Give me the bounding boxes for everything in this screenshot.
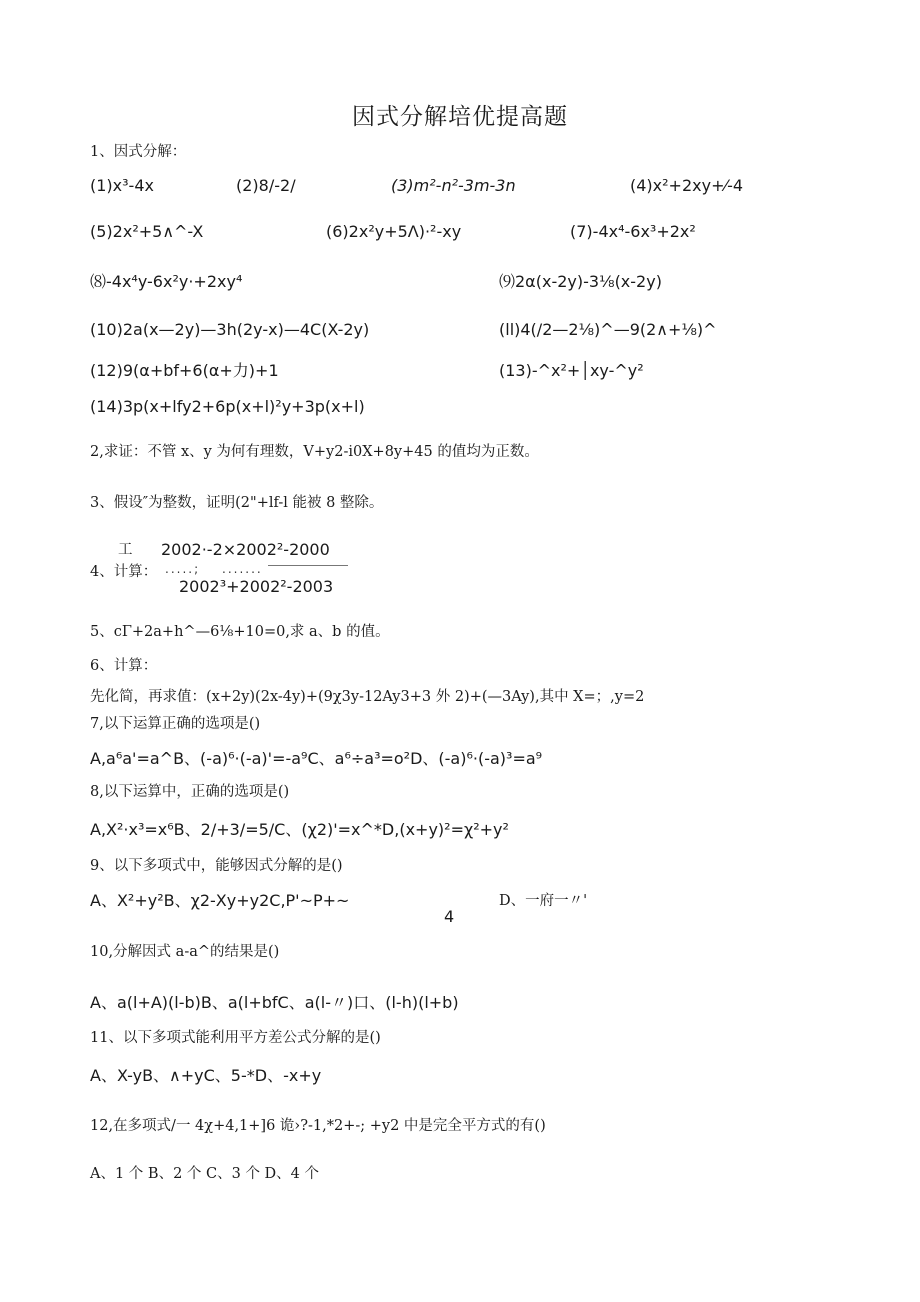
- question-12-options: A、1 个 B、2 个 C、3 个 D、4 个: [90, 1166, 320, 1182]
- question-5: 5、cΓ+2a+h^—6⅛+10=0,求 a、b 的值。: [90, 624, 390, 640]
- q1-part-12: (12)9(α+bf+6(α+力)+1: [90, 361, 279, 380]
- question-12-stem: 12,在多项式/一 4χ+4,1+]6 诡›?-1,*2+-; +y2 中是完全平方式的有(): [90, 1118, 546, 1134]
- q4-mark: 工: [118, 542, 133, 558]
- question-9-stem: 9、以下多项式中，能够因式分解的是(): [90, 858, 343, 874]
- question-9-denominator: 4: [444, 907, 455, 926]
- question-8-stem: 8,以下运算中，正确的选项是(): [90, 784, 290, 800]
- q1-part-8: ⑻-4x⁴y-6x²y·+2xy⁴: [90, 272, 243, 291]
- question-11-options: A、X-yB、∧+yC、5-*D、-x+y: [90, 1066, 322, 1085]
- question-3: 3、假设″为整数，证明(2"+lf-l 能被 8 整除。: [90, 495, 384, 511]
- question-7-stem: 7,以下运算正确的选项是(): [90, 716, 261, 732]
- question-8-options: A,X²·x³=x⁶B、2/+3/=5/C、(χ2)'=x^*D,(x+y)²=χ²+y²: [90, 820, 509, 839]
- q1-part-5: (5)2x²+5∧^-X: [90, 222, 204, 241]
- page-title: 因式分解培优提高题: [352, 104, 568, 130]
- q1-part-4: (4)x²+2xy+⁄-4: [630, 176, 744, 195]
- q1-part-7: (7)-4x⁴-6x³+2x²: [570, 222, 696, 241]
- q1-part-9: ⑼2α(x-2y)-3⅛(x-2y): [499, 272, 662, 291]
- question-2: 2,求证：不管 x、y 为何有理数，V+y2-i0X+8y+45 的值均为正数。: [90, 444, 539, 460]
- q1-part-13: (13)-^x²+│xy-^y²: [499, 361, 644, 380]
- q1-part-11: (ll)4(/2—2⅛)^—9(2∧+⅛)^: [499, 320, 717, 339]
- q4-numerator: 2002·-2×2002²-2000: [161, 540, 330, 559]
- question-4-label: 4、计算：: [90, 564, 158, 580]
- question-11-stem: 11、以下多项式能利用平方差公式分解的是(): [90, 1030, 381, 1046]
- q4-denominator: 2002³+2002²-2003: [179, 577, 334, 596]
- question-1-label: 1、因式分解：: [90, 144, 187, 160]
- question-6-text: 先化简，再求值：(x+2y)(2x-4y)+(9χ3y-12Ay3+3 外 2)+(—3Ay),其中 X=；,y=2: [90, 689, 645, 705]
- question-10-stem: 10,分解因式 a-a^的结果是(): [90, 944, 280, 960]
- q1-part-2: (2)8/-2/: [236, 176, 296, 195]
- question-9-option-d: D、一府一〃': [499, 893, 588, 909]
- q1-part-10: (10)2a(x—2y)—3h(2y-x)—4C(X-2y): [90, 320, 370, 339]
- question-6-label: 6、计算：: [90, 658, 158, 674]
- q4-dots-left: .....;: [165, 562, 201, 576]
- q1-part-14: (14)3p(x+lfy2+6p(x+l)²y+3p(x+l): [90, 397, 365, 416]
- q4-dots-right: .......: [222, 562, 263, 576]
- question-9-options: A、X²+y²B、χ2-Xy+y2C,P'~P+~: [90, 891, 350, 910]
- q1-part-6: (6)2x²y+5Λ)·²-xy: [326, 222, 462, 241]
- q1-part-1: (1)x³-4x: [90, 176, 154, 195]
- q1-part-3: (3)m²-n²-3m-3n: [391, 176, 516, 195]
- question-10-options: A、a(l+A)(l-b)B、a(l+bfC、a(l-〃)口、(l-h)(l+b): [90, 993, 459, 1012]
- question-7-options: A,a⁶a'=a^B、(-a)⁶·(-a)'=-a⁹C、a⁶÷a³=o²D、(-a)⁶·(-a)³=a⁹: [90, 749, 543, 768]
- fraction-bar: [268, 565, 348, 566]
